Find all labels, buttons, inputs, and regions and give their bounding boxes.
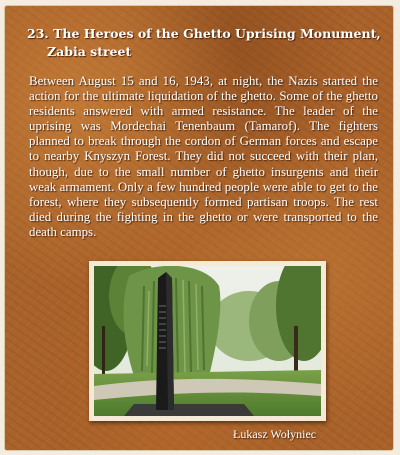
photo-frame	[89, 261, 326, 421]
panel-background	[4, 5, 394, 451]
monument-photo	[94, 266, 321, 416]
monument-title: The Heroes of the Ghetto Uprising Monument, Zabia street	[47, 26, 381, 59]
monument-description: Between August 15 and 16, 1943, at night, the Nazis started the action for the ultimate liquidation of the ghetto. Some of the ghetto residents answered with armed resistance. The leader of the uprising was Mordechai Tenenbaum (Tamarof). The fighters planned to break through the cordon of German forces and escape to nearby Knyszyn Forest. They did not succeed with their plan, though, due to the small number of ghetto insurgents and their weak armament. Only a few hundred people were able to get to the forest, where they subsequently formed partisan troops. The rest died during the fighting in the ghetto or were transported to the death camps.	[29, 74, 378, 239]
monument-number: 23.	[27, 26, 49, 41]
monument-heading	[27, 25, 387, 61]
photo-credit: Łukasz Wołyniec	[233, 427, 317, 441]
